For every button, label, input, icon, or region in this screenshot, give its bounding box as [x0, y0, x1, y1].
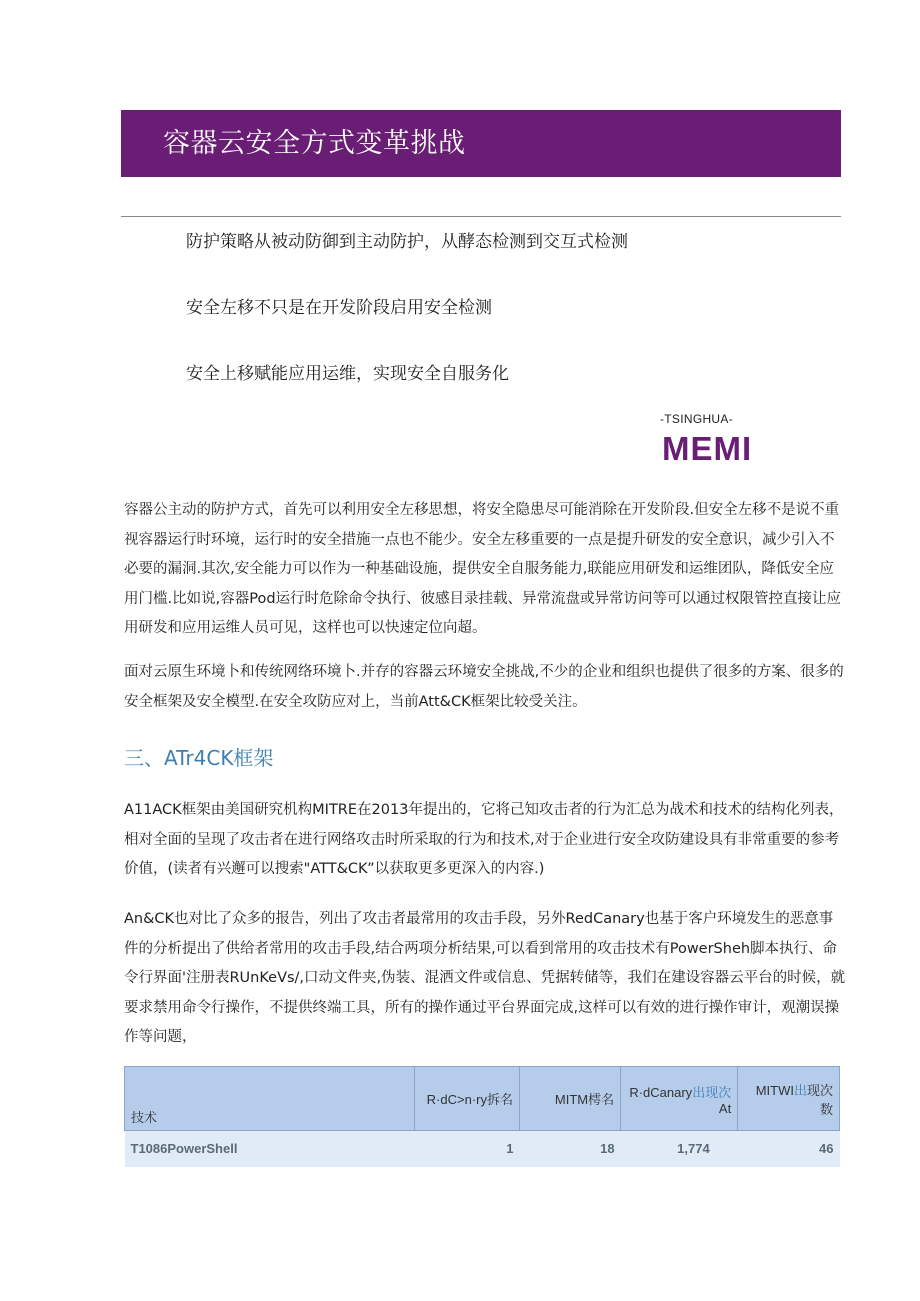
- logo-wordmark: MEMI: [662, 430, 753, 467]
- cell-redcanary-count: 1,774: [677, 1141, 710, 1157]
- bullet-item: 防护策略从被动防御到主动防护，从酵态检测到交互式检测: [186, 232, 628, 252]
- table-row: [125, 1131, 840, 1167]
- cell-mitre-rank: 18: [600, 1141, 615, 1157]
- title-banner: [121, 110, 841, 177]
- header-technique: 技术: [125, 1067, 415, 1131]
- body-paragraph: 容器公主动的防护方式，首先可以利用安全左移思想，将安全隐患尽可能消除在开发阶段.但安全左移不是说不重视容器运行时环境，运行时的安全措施一点也不能少。安全左移重要的一点是提升研发的安全意识，减少引入不必要的漏洞.其次,安全能力可以作为一种基础设施，提供安全自服务能力,联能应用研发和运维团队，降低安全应用门槛.比如说,容器Pod运行时危除命令执行、彼感目录挂载、异常流盘或异常访问等可以通过权限管控直接让应用研发和应用运维人员可见，这样也可以快速定位向超。: [124, 502, 842, 636]
- body-paragraph: A11ACK框架由美国研究机构MITRE在2013年提出的，它将己知攻击者的行为汇总为战术和技术的结构化列表，相对全面的呈现了攻击者在进行网络攻击时所采取的行为和技术,对于企业进行安全攻防建设具有非常重要的参考价值，(读者有兴邂可以搜索"ATT&CK”以获取更多更深入的内容.): [124, 802, 844, 877]
- header-mitre-rank: MITM樗名: [519, 1067, 620, 1131]
- banner-title: 容器云安全方式变革挑战: [163, 128, 466, 159]
- logo-caption: -TSINGHUA-: [660, 412, 733, 426]
- header-redcanary-rank: R·dC>n·ry拆名: [415, 1067, 520, 1131]
- header-mitre-count: [738, 1067, 840, 1131]
- header-part: 出: [793, 1082, 807, 1098]
- header-redcanary-count: [621, 1067, 738, 1131]
- divider: [121, 216, 841, 217]
- cell-mitre-count: 46: [819, 1141, 834, 1157]
- header-part: MITWI: [755, 1082, 794, 1098]
- bullet-item: 安全左移不只是在开发阶段启用安全检测: [186, 298, 492, 318]
- header-part: At: [718, 1100, 732, 1116]
- attack-technique-table: [124, 1066, 840, 1167]
- section-heading: 三、ATr4CK框架: [124, 746, 274, 770]
- bullet-item: 安全上移赋能应用运维，实现安全自服务化: [186, 364, 509, 384]
- table-header-row: [125, 1067, 840, 1131]
- header-part: R·dCanary: [629, 1084, 693, 1100]
- body-paragraph: An&CK也对比了众多的报告，列出了攻击者最常用的攻击手段，另外RedCanary也基于客户环境发生的恶意事件的分析提出了供给者常用的攻击手段,结合两项分析结果,可以看到常用的攻击技术有PowerSheh脚本执行、命令行界面'注册表RUnKeVs/,口动文件夹,伪装、混洒文件或信息、凭据转储等，我们在建设容器云平台的时候，就要求禁用命令行操作，不提供终端工具，所有的操作通过平台界面完成,这样可以有效的进行操作审计，观潮误操作等问题，: [124, 911, 846, 1045]
- cell-technique: T1086PowerShell: [130, 1141, 238, 1157]
- header-part: 现次数: [806, 1082, 833, 1117]
- cell-redcanary-rank: 1: [506, 1141, 514, 1157]
- body-paragraph: 面对云原生环境卜和传统网络环境卜.并存的容器云环境安全挑战,不少的企业和组织也提供了很多的方案、很多的安全框架及安全模型.在安全攻防应对上，当前Att&CK框架比较受关注。: [124, 664, 844, 710]
- header-part: 出现次: [692, 1084, 732, 1100]
